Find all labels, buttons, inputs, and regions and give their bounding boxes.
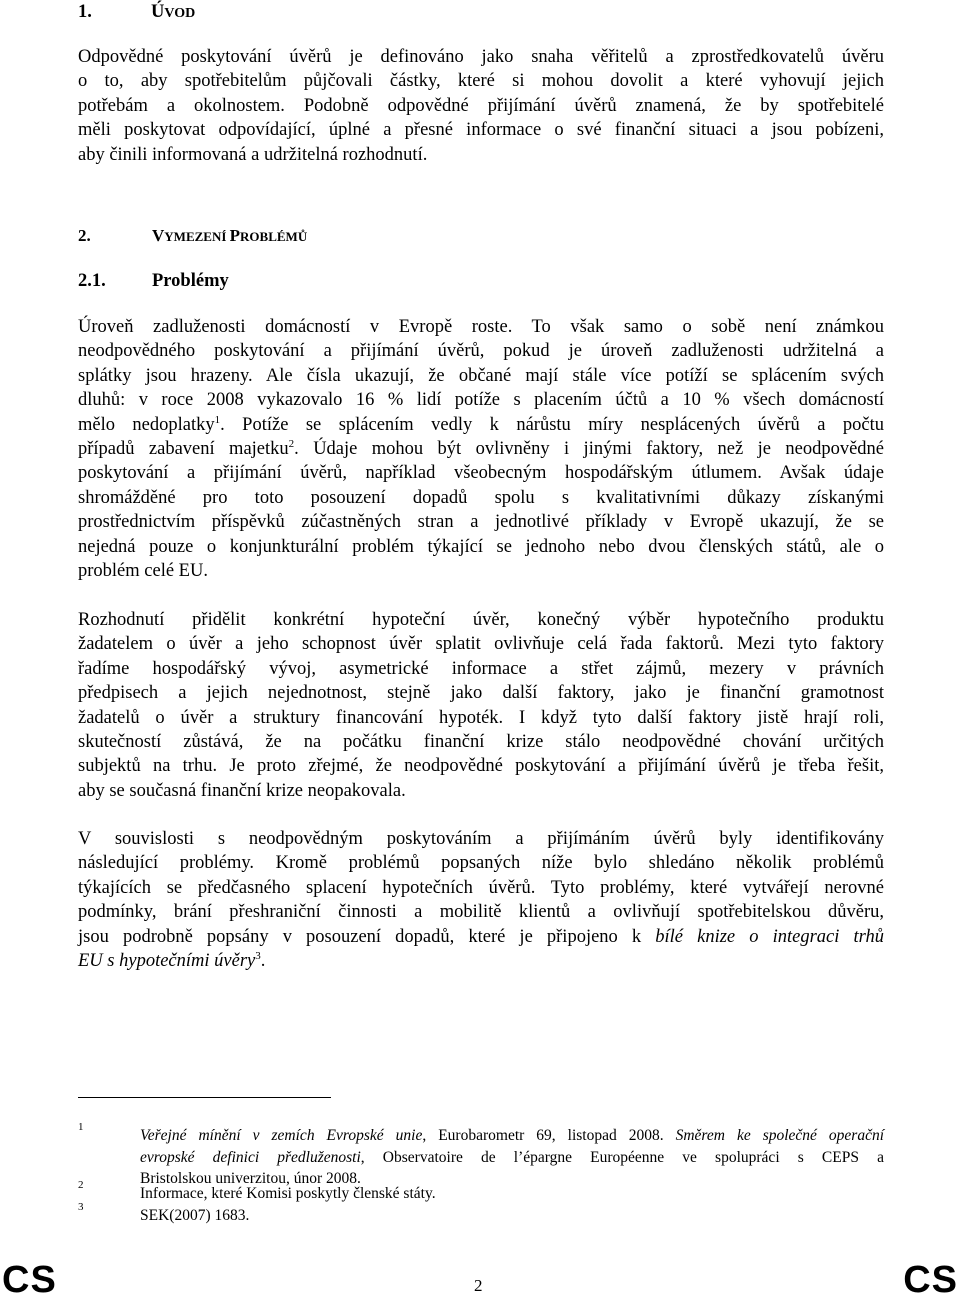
title-rest: ROBLÉMŮ xyxy=(240,229,308,244)
paragraph-household-debt xyxy=(78,315,884,583)
text-segment: mělo nedoplatky xyxy=(78,414,215,435)
text-line xyxy=(78,437,884,461)
section-heading-uvod xyxy=(78,2,195,23)
text-line: aby činili informovaná a udržitelná rozhodnutí. xyxy=(78,144,428,165)
text-segment: Směrem ke společné operační xyxy=(675,1127,885,1144)
text-line: žadatelů o úvěr a struktury financování hypoték. I když tyto další faktory jistě hrají roli, xyxy=(78,707,884,728)
text-line: problém celé EU. xyxy=(78,561,208,582)
footnote-separator xyxy=(78,1097,331,1098)
text-line: žadatelem o úvěr a jeho schopnost úvěr splatit ovlivňuje celá řada faktorů. Mezi tyto faktory xyxy=(78,634,884,655)
document-title-link: bílé knize o integraci trhů xyxy=(655,926,884,947)
text-line xyxy=(78,925,884,949)
text-line: Informace, které Komisi poskytly členské státy. xyxy=(140,1185,436,1202)
text-line: shromážděné pro toto posouzení dopadů spolu s kvalitativními důkazy získanými xyxy=(78,487,884,508)
footnote-ref[interactable]: 1 xyxy=(214,413,221,426)
intro-paragraph xyxy=(78,45,884,167)
text-line: podmínky, brání přeshraniční činnosti a mobilitě klientů a ovlivňují spotřebitelskou důvěru, xyxy=(78,902,884,923)
text-line: poskytování a přijímání úvěrů, například všeobecným hospodářským útlumem. Avšak údaje xyxy=(78,463,884,484)
section-title-rest: VOD xyxy=(164,6,196,21)
footnote-mark: 3 xyxy=(78,1201,84,1213)
text-segment: případů zabavení majetku xyxy=(78,439,289,460)
text-line: dluhů: v roce 2008 vykazovalo 16 % lidí potíže s placením účtů a 10 % všech domácností xyxy=(78,390,884,411)
title-rest: YMEZENÍ xyxy=(164,229,230,244)
text-line: následující problémy. Kromě problémů popsaných níže bylo shledáno několik problémů xyxy=(78,853,884,874)
text-line: Odpovědné poskytování úvěrů je definováno jako snaha věřitelů a zprostředkovatelů úvěru xyxy=(78,47,884,67)
section-number: 1. xyxy=(78,2,92,22)
text-line xyxy=(140,1125,884,1147)
paragraph-identified-problems xyxy=(78,827,884,973)
section-heading-vymezeni xyxy=(78,226,307,246)
text-line: o to, aby spotřebitelům půjčovali částky, které si mohou dovolit a které vyhovují jejich xyxy=(78,71,884,92)
subsection-heading-problemy xyxy=(78,271,229,292)
text-line: nejedná pouze o konjunkturální problém týkající se jednoho nebo dvou členských států, ale o xyxy=(78,536,884,557)
text-line: Rozhodnutí přidělit konkrétní hypoteční úvěr, konečný výběr hypotečního produktu xyxy=(78,610,884,630)
text-line: V souvislosti s neodpovědným poskytováním a přijímáním úvěrů byly identifikovány xyxy=(78,829,884,849)
footer-page-number: 2 xyxy=(474,1276,483,1295)
footnote-body xyxy=(140,1125,884,1190)
text-line: SEK(2007) 1683. xyxy=(140,1207,250,1224)
footer-language-right: CS xyxy=(903,1259,958,1301)
footnote-mark: 2 xyxy=(78,1179,84,1191)
text-line: předpisech a jejich nejednotnost, stejně jako další faktory, jako je finanční gramotnost xyxy=(78,683,884,704)
text-segment: jsou podrobně popsány v posouzení dopadů, které je připojeno k xyxy=(78,926,656,947)
title-initial: V xyxy=(152,226,165,245)
text-line xyxy=(78,413,884,437)
text-segment: , Observatoire de l’épargne Européenne ve spolupráci s CEPS a xyxy=(360,1148,884,1166)
paragraph-mortgage-factors xyxy=(78,608,884,803)
text-segment: evropské definici předluženosti xyxy=(140,1148,361,1166)
subsection-title: Problémy xyxy=(152,271,229,291)
document-title-link: EU s hypotečními úvěry xyxy=(78,951,256,972)
text-segment: . Potíže se splácením vedly k nárůstu míry nesplácených úvěrů a počtu xyxy=(220,414,884,435)
footnote-ref[interactable]: 3 xyxy=(255,949,261,962)
subsection-number: 2.1. xyxy=(78,271,106,291)
footer-language-left: CS xyxy=(2,1259,57,1301)
text-line xyxy=(140,1147,884,1169)
section-number: 2. xyxy=(78,226,91,245)
section-title-initial: Ú xyxy=(151,2,165,22)
text-line: neodpovědného poskytování a přijímání úvěrů, pokud je úroveň zadluženosti udržitelná a xyxy=(78,341,884,362)
text-line: potřebám a okolnostem. Podobně odpovědné přijímání úvěrů znamená, že by spotřebitelé xyxy=(78,95,884,116)
text-line: prostřednictvím příspěvků zúčastněných stran a jednotlivé příklady v Evropě ukazují, že se xyxy=(78,512,884,533)
footnote-body xyxy=(140,1205,884,1227)
text-line: skutečností zůstává, že na počátku finanční krize stálo neodpovědné chování určitých xyxy=(78,732,884,753)
text-line: Úroveň zadluženosti domácností v Evropě roste. To však samo o sobě není známkou xyxy=(78,317,884,337)
title-initial: P xyxy=(229,226,241,245)
footnote-ref[interactable]: 2 xyxy=(288,437,295,450)
text-line: řadíme hospodářský vývoj, asymetrické informace a střet zájmů, mezery v právních xyxy=(78,658,884,679)
text-line: měli poskytovat odpovídající, úplné a přesné informace o své finanční situaci a jsou pobízeni, xyxy=(78,120,884,141)
text-line: aby se současná finanční krize neopakovala. xyxy=(78,780,406,801)
text-segment: , Eurobarometr 69, listopad 2008. xyxy=(422,1127,676,1144)
text-segment: . xyxy=(260,951,266,972)
footnote-body xyxy=(140,1183,884,1205)
text-segment: . Údaje mohou být ovlivněny i jinými faktory, než je neodpovědné xyxy=(294,439,884,460)
text-segment: Veřejné mínění v zemích Evropské unie xyxy=(140,1127,423,1144)
footnote-mark: 1 xyxy=(78,1121,84,1133)
text-line: týkajících se předčasného splacení hypotečních úvěrů. Tyto problémy, které vytvářejí nerovné xyxy=(78,877,884,898)
text-line: subjektů na trhu. Je proto zřejmé, že neodpovědné poskytování a přijímání úvěrů je třeba řešit, xyxy=(78,756,884,777)
text-line: Bristolskou univerzitou, únor 2008. xyxy=(140,1170,361,1188)
text-line xyxy=(78,949,884,973)
text-line: splátky jsou hrazeny. Ale čísla ukazují, že občané mají stále více potíží se splácením svých xyxy=(78,365,884,386)
